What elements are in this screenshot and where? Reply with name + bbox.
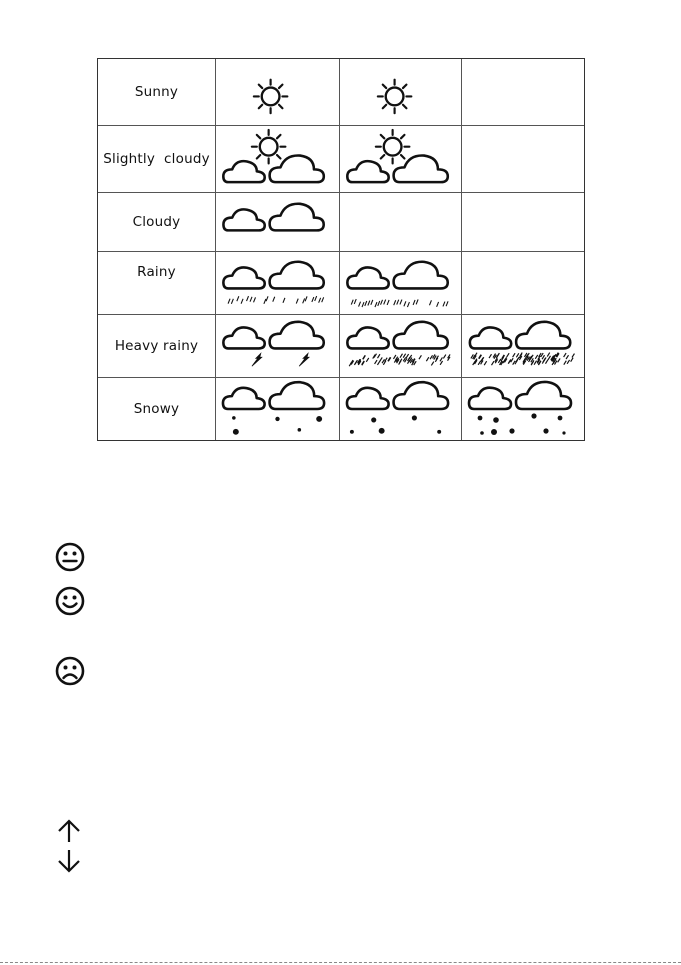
sun-icon (254, 80, 287, 113)
weather-forecast-table (97, 58, 585, 441)
cloud-icon (347, 322, 447, 349)
cloud-icon (347, 155, 447, 182)
cloud-icon (223, 262, 323, 289)
icon-cell (340, 126, 462, 192)
icon-cell (340, 59, 462, 125)
icon-cell-empty (462, 59, 584, 125)
rain-drops (228, 296, 324, 304)
row-label-text: Cloudy (132, 214, 181, 230)
cloud-snow-icon (216, 378, 339, 440)
drop-marks (252, 353, 309, 366)
cloud-icon (347, 382, 448, 409)
icon-cell (340, 315, 462, 377)
table-row-heavy-rainy (98, 315, 584, 378)
row-label (98, 252, 216, 314)
icon-cell (216, 315, 340, 377)
arrow-up-icon (56, 818, 82, 844)
row-label (98, 126, 216, 192)
cloud-heavy-rain-icon (340, 315, 461, 377)
row-label (98, 59, 216, 125)
snowflakes (350, 415, 441, 433)
table-row-cloudy (98, 193, 584, 252)
table-row-slightly-cloudy (98, 126, 584, 193)
icon-cell-empty (462, 126, 584, 192)
icon-cell-empty (340, 193, 462, 251)
table-row-sunny (98, 59, 584, 126)
sun-behind-cloud-icon (216, 126, 339, 192)
row-label (98, 378, 216, 440)
cloud-icon (469, 382, 571, 409)
icon-cell-empty (462, 252, 584, 314)
table-row-rainy (98, 252, 584, 315)
cloud-heavy-drops-icon (216, 315, 339, 377)
heavy-rain-drops (471, 353, 575, 366)
row-label-text: Heavy rainy (114, 338, 199, 354)
icon-cell (216, 193, 340, 251)
icon-cell-empty (462, 193, 584, 251)
row-label (98, 315, 216, 377)
smiley-face-icon (54, 585, 86, 617)
sun-icon (378, 80, 411, 113)
sun-icon (216, 59, 339, 125)
neutral-face-icon (54, 541, 86, 573)
table-row-snowy (98, 378, 584, 440)
sun-icon (252, 130, 285, 163)
icon-cell (340, 378, 462, 440)
icon-cell (462, 315, 584, 377)
cloud-heavy-rain-icon (462, 315, 584, 377)
cloud-icon (347, 262, 447, 289)
page-edge-divider (0, 962, 681, 963)
row-label-text: Rainy (137, 264, 176, 280)
cloud-icon (223, 322, 323, 349)
cloud-icon (216, 193, 339, 251)
row-label (98, 193, 216, 251)
icon-cell (216, 378, 340, 440)
rain-drops (351, 299, 448, 307)
cloud-icon (470, 322, 570, 349)
row-label-text: Snowy (133, 401, 180, 417)
snowflakes (232, 416, 322, 435)
icon-cell (216, 126, 340, 192)
heavy-rain-drops (349, 354, 450, 366)
icon-cell (340, 252, 462, 314)
row-label-text: Slightly cloudy (103, 151, 210, 167)
icon-cell (462, 378, 584, 440)
row-label-text: Sunny (134, 84, 179, 100)
cloud-icon (223, 204, 323, 231)
cloud-icon (223, 155, 323, 182)
cloud-icon (223, 382, 324, 409)
sun-behind-cloud-icon (340, 126, 461, 192)
cloud-rain-icon (340, 252, 461, 314)
cloud-rain-icon (216, 252, 339, 314)
snowflakes (478, 413, 566, 435)
arrow-down-icon (56, 848, 82, 874)
icon-cell (216, 252, 340, 314)
cloud-snow-icon (340, 378, 461, 440)
cloud-snow-icon (462, 378, 584, 440)
icon-cell (216, 59, 340, 125)
sad-face-icon (54, 655, 86, 687)
sun-icon (340, 59, 461, 125)
sun-icon (376, 130, 409, 163)
